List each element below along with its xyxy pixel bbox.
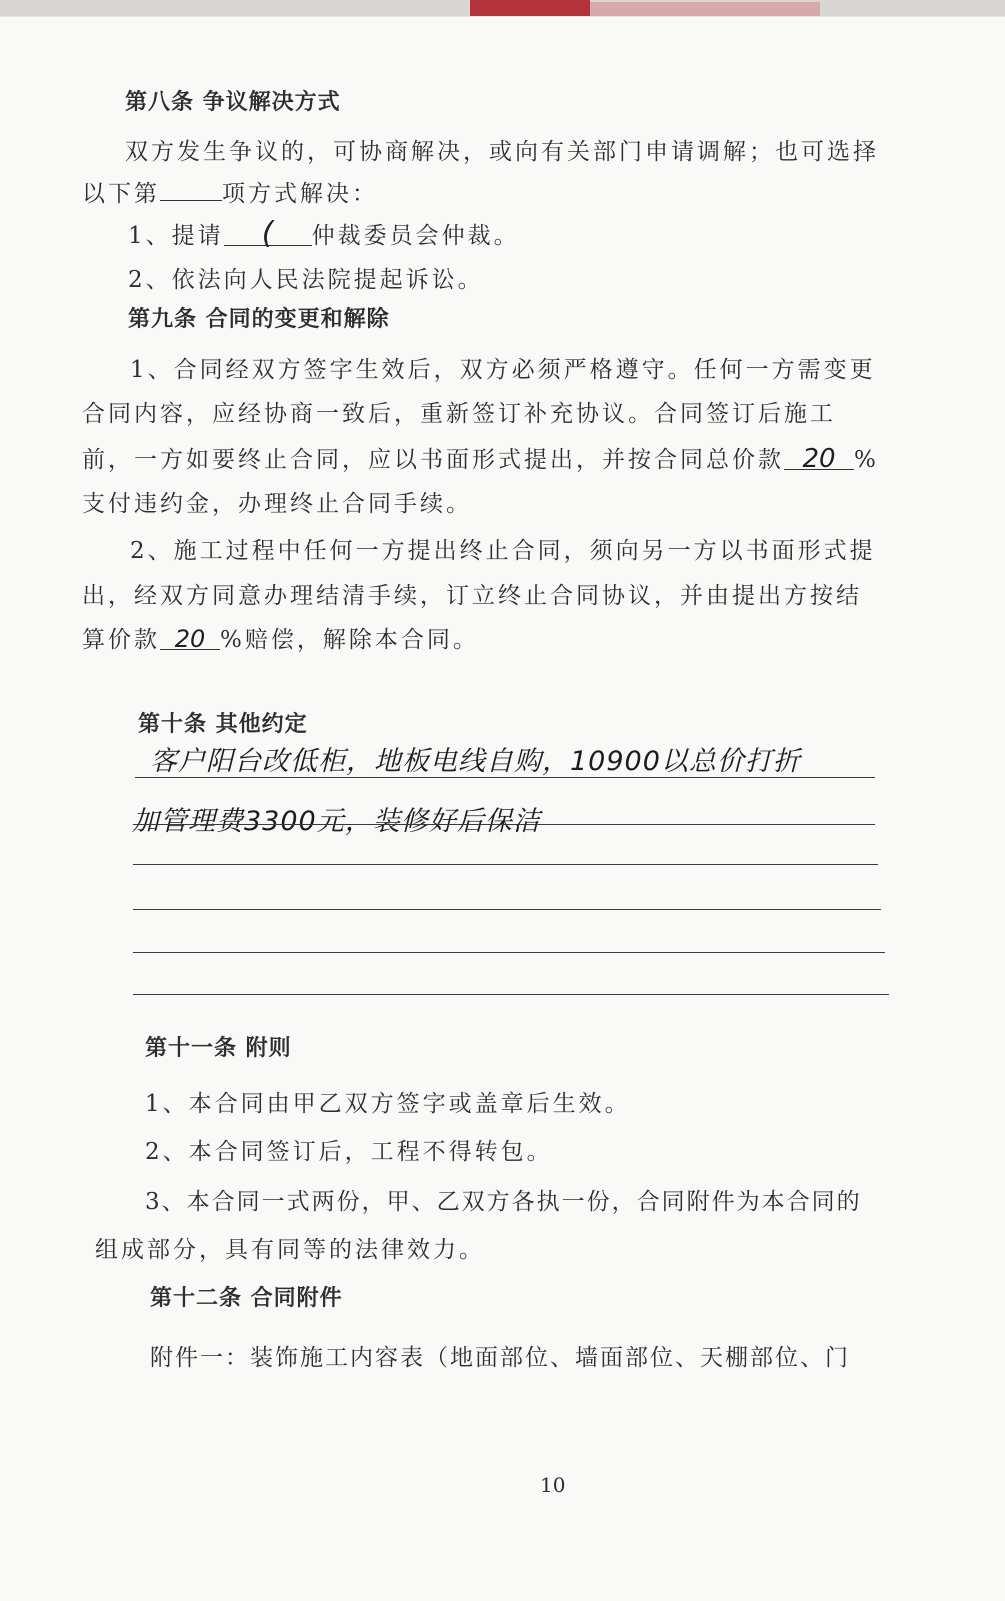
text: 仲裁委员会仲裁。 — [311, 223, 520, 249]
article-11-heading: 第十一条 附则 — [145, 1036, 292, 1061]
article-8-item-2: 2、依法向人民法院提起诉讼。 — [128, 267, 484, 293]
form-rule — [133, 864, 878, 865]
article-11-item-1: 1、本合同由甲乙双方签字或盖章后生效。 — [145, 1091, 631, 1117]
article-11-item-2: 2、本合同签订后，工程不得转包。 — [145, 1139, 553, 1165]
text: 算价款 — [82, 627, 160, 653]
contract-page — [0, 16, 1005, 1601]
form-rule — [133, 994, 889, 995]
form-rule — [133, 824, 875, 825]
page-number: 10 — [540, 1473, 566, 1497]
handwritten-fill-arbitration: ( — [224, 225, 312, 246]
article-9-p1-line-3 — [82, 441, 879, 474]
article-9-heading: 第九条 合同的变更和解除 — [128, 307, 390, 332]
handwritten-agreement-line-1: 客户阳台改低柜，地板电线自购，10900以总价打折 — [150, 746, 801, 777]
text: 以下第 — [82, 181, 160, 207]
article-9-p2-line-1: 2、施工过程中任何一方提出终止合同，须向另一方以书面形式提 — [130, 538, 876, 564]
fill-blank-item-choice — [160, 180, 222, 201]
article-8-item-1 — [128, 217, 520, 250]
article-9-p1-line-4: 支付违约金，办理终止合同手续。 — [82, 491, 472, 517]
article-8-paragraph-line-2 — [82, 175, 378, 208]
form-rule — [133, 952, 885, 953]
handwritten-fill-percent: 20 — [784, 449, 854, 470]
form-rule — [133, 909, 881, 910]
article-10-heading: 第十条 其他约定 — [138, 712, 308, 737]
article-9-p1-line-2: 合同内容，应经协商一致后，重新签订补充协议。合同签订后施工 — [82, 401, 836, 427]
handwritten-fill-percent: 20 — [160, 629, 220, 650]
text: %赔偿，解除本合同。 — [220, 627, 479, 653]
text: 项方式解决： — [222, 181, 378, 207]
article-8-paragraph-line-1: 双方发生争议的，可协商解决，或向有关部门申请调解；也可选择 — [125, 139, 879, 165]
text: 1、提请 — [128, 223, 224, 249]
article-9-p2-line-2: 出，经双方同意办理结清手续，订立终止合同协议，并由提出方按结 — [82, 583, 862, 609]
handwritten-agreement-line-2: 加管理费3300元，装修好后保洁 — [132, 806, 541, 837]
text: 前，一方如要终止合同，应以书面形式提出，并按合同总价款 — [82, 447, 784, 473]
article-12-heading: 第十二条 合同附件 — [150, 1286, 343, 1311]
form-rule — [135, 777, 875, 778]
article-11-item-3-line-2: 组成部分，具有同等的法律效力。 — [95, 1237, 485, 1263]
article-11-item-3-line-1: 3、本合同一式两份，甲、乙双方各执一份，合同附件为本合同的 — [145, 1189, 862, 1215]
article-9-p1-line-1: 1、合同经双方签字生效后，双方必须严格遵守。任何一方需变更 — [130, 357, 876, 383]
text: % — [854, 447, 879, 473]
attachment-1-line: 附件一：装饰施工内容表（地面部位、墙面部位、天棚部位、门 — [150, 1345, 850, 1371]
article-8-heading: 第八条 争议解决方式 — [125, 90, 341, 115]
article-9-p2-line-3 — [82, 621, 479, 654]
